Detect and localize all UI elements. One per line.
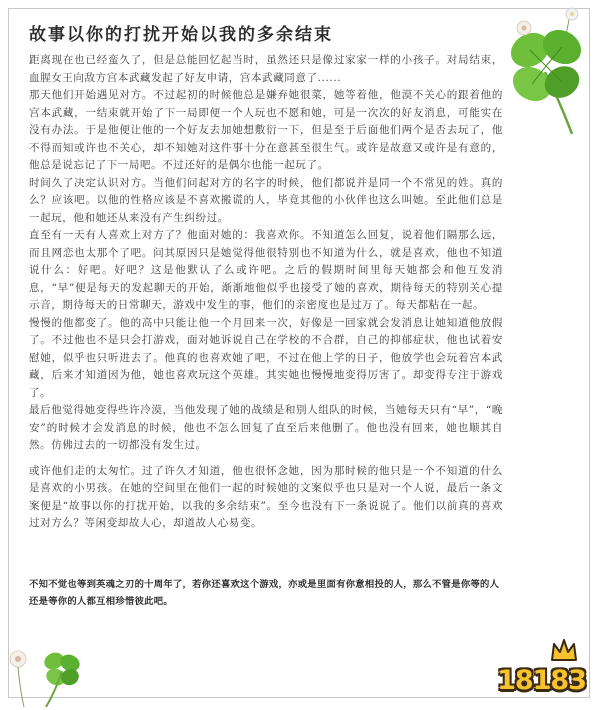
closing-note: 不知不觉也等到英魂之刃的十周年了，若你还喜欢这个游戏，亦或是里面有你意相投的人，那么不管是你等的人还是等你的人都互相珍惜彼此吧。 [29, 579, 500, 607]
paragraph-6: 最后他觉得她变得些许冷漠，当他发现了她的战绩是和别人组队的时候，当她每天只有“早”，“晚安”的时候才会发消息的时候，他也不怎么回复了直至后来他删了。他也没有回来，她也顺其自然。仿佛过去的一切都没有发生过。 [29, 404, 503, 451]
site-logo: 18183 [497, 665, 586, 696]
logo-crown-icon [548, 634, 580, 664]
paragraph-1: 距离现在也已经蛮久了，但是总能回忆起当时，虽然还只是像过家家一样的小孩子。对局结束，血腥女王向敌方宫本武藏发起了好友申请，宫本武藏同意了...... [29, 54, 503, 84]
paragraph-2: 那天他们开始遇见对方。不过起初的时候他总是嫌弃她很菜，她等着他，他漠不关心的跟着他的宫本武藏，一结束就开始了下一局即便一个人玩也不愿和她，可是一次次的好友消息，可能实在没有办法。于是他便让他的一个好友去加她想敷衍一下，但是至于后面他们两个是否去玩了，他不得而知或许也不关心，却不知她对这件事十分在意甚至很生气。或许是故意又或许是有意的，他总是说忘记了下一局吧。不过还好的是偶尔也能一起玩了。 [29, 89, 503, 171]
paragraph-7: 或许他们走的太匆忙。过了许久才知道，他也很怀念她，因为那时候的他只是一个不知道的什么是喜欢的小男孩。在她的空间里在他们一起的时候她的文案似乎也只是对一个人说，最后一条文案便是“故事以你的打扰开始，以我的多余结束”。至今也没有下一条说说了。他们以前真的喜欢过对方么？等闲变却故人心，却道故人心易变。 [29, 464, 503, 529]
paragraph-5: 慢慢的他都变了。他的高中只能让他一个月回来一次，好像是一回家就会发消息让她知道他放假了。不过他也不是只会打游戏，面对她诉说自己在学校的不合群，自己的抑郁症状，他也试着安慰她，似乎也只听进去了。他真的也喜欢她了吧，不过在他上学的日子，他放学也会玩着宫本武藏，后来才知道因为他，她也喜欢玩这个英雄。其实她也慢慢地变得厉害了。却变得专注于游戏了。 [29, 316, 503, 399]
article-title: 故事以你的打扰开始以我的多余结束 [29, 25, 333, 45]
bottom-clover-icon [4, 645, 84, 710]
paragraph-gap [29, 455, 503, 463]
article-body [29, 52, 503, 533]
paragraph-4: 直至有一天有人喜欢上对方了？他面对她的：我喜欢你。不知道怎么回复，说着他们隔那么远，而且网恋也太那个了吧。问其原因只是她觉得他很特别也不知道为什么，就是喜欢，他也不知道说什么：好吧。好吧？这是他默认了么或许吧。之后的假期时间里每天她都会和他互发消息，“早”便是每天的发起聊天的开始，渐渐地他似乎也接受了她的喜欢，期待每天的特别关心提示音，期待每天的日常聊天，游戏中发生的事，他们的亲密度也是过万了。每天都粘在一起。 [29, 229, 503, 311]
paragraph-3: 时间久了决定认识对方。当他们问起对方的名字的时候，他们都说并是同一个不常见的姓。真的么？应该吧。以他的性格应该是不喜欢搬谎的人，毕竟其他的小伙伴也这么叫她。至此他们总是一起玩，他和她还从来没有产生纠纷过。 [29, 176, 503, 224]
clover-icon [500, 2, 600, 137]
